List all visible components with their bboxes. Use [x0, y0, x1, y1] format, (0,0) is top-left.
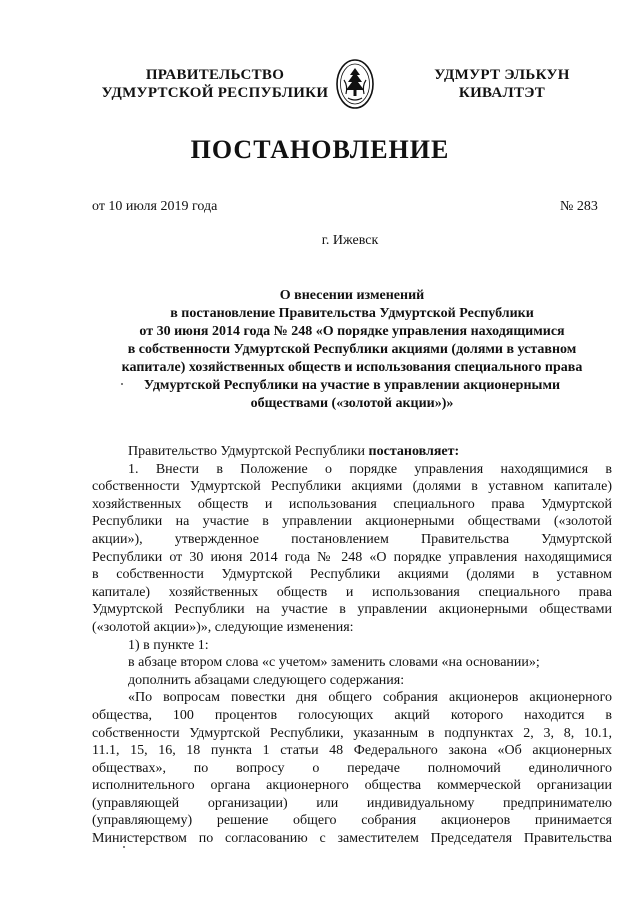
body-line: в абзаце втором слова «с учетом» заменить словами «на основании»;	[128, 655, 540, 671]
subject-line: капитале) хозяйственных обществ и использования специального права	[121, 360, 583, 375]
issuer-russian-line2: УДМУРТСКОЙ РЕСПУБЛИКИ	[101, 85, 329, 101]
body-line: исполнительного органа акционерного общества коммерческой организации	[92, 778, 612, 794]
document-body	[92, 443, 612, 848]
subject-line: Удмуртской Республики на участие в управлении акционерными	[143, 378, 561, 393]
body-line: акции»), утвержденное постановлением Правительства Удмуртской	[92, 531, 612, 547]
body-line: в собственности Удмуртской Республики акциями (долями в уставном	[92, 567, 612, 583]
body-line: общества, 100 процентов голосующих акций которого находится в	[92, 707, 612, 723]
body-intro	[92, 443, 612, 461]
subject-line: О внесении изменений	[279, 288, 425, 303]
body-line: Республики на участие в управлении акционерными обществами («золотой	[92, 514, 612, 530]
body-line: хозяйственных обществ и использования специального права Удмуртской	[92, 496, 612, 512]
subject-line: от 30 июня 2014 года № 248 «О порядке управления находящимися	[139, 324, 565, 339]
issuer-udmurt	[418, 66, 586, 102]
document-city: г. Ижевск	[321, 233, 379, 248]
body-line: капитале) хозяйственных обществ и использования специального права	[92, 584, 612, 600]
scan-speck	[123, 846, 125, 848]
body-line: (управляющему) решение общего собрания акционеров принимается	[92, 813, 612, 829]
subject-line: обществами («золотой акции»)»	[250, 396, 454, 411]
body-line: 1) в пункте 1:	[128, 637, 209, 653]
issuer-russian-line1: ПРАВИТЕЛЬСТВО	[145, 67, 285, 83]
body-line: Республики от 30 июня 2014 года № 248 «О порядке управления находящимися	[92, 549, 612, 565]
body-line: Министерством по согласованию с заместителем Председателя Правительства	[92, 831, 612, 847]
issuer-russian	[60, 66, 370, 102]
subject-line: в постановление Правительства Удмуртской Республики	[170, 306, 534, 321]
body-intro-verb: постановляет:	[368, 444, 460, 459]
body-line: Удмуртской Республики на участие в управлении акционерными обществами	[92, 602, 612, 618]
scan-speck	[121, 383, 123, 385]
body-line: «По вопросам повестки дня общего собрания акционеров акционерного	[128, 690, 612, 706]
body-line: («золотой акции»)», следующие изменения:	[92, 619, 354, 635]
document-title: ПОСТАНОВЛЕНИЕ	[190, 135, 450, 164]
document-date: от 10 июля 2019 года	[92, 199, 218, 214]
emblem-icon	[335, 58, 375, 110]
body-line: 11.1, 15, 16, 18 пункта 1 статьи 48 Федерального закона «Об акционерных	[92, 743, 612, 759]
body-line: обществах», по вопросу о передаче полномочий единоличного	[92, 760, 612, 776]
issuer-udmurt-line2: КИВАЛТЭТ	[458, 85, 546, 101]
body-line: собственности Удмуртской Республики акциями (долями в уставном капитале)	[92, 479, 612, 495]
body-intro-text: Правительство Удмуртской Республики	[128, 444, 369, 459]
issuer-udmurt-line1: УДМУРТ ЭЛЬКУН	[434, 67, 570, 83]
document-number: № 283	[560, 199, 598, 214]
body-line: дополнить абзацами следующего содержания:	[128, 672, 405, 688]
document-subject	[92, 287, 612, 413]
body-line: (управляющей организации) или индивидуальному предпринимателю	[92, 795, 612, 811]
body-line: 1. Внести в Положение о порядке управления находящимися в	[128, 461, 612, 477]
subject-line: в собственности Удмуртской Республики акциями (долями в уставном	[127, 342, 577, 357]
body-line: собственности Удмуртской Республики, указанным в подпунктах 2, 3, 8, 10.1,	[92, 725, 612, 741]
